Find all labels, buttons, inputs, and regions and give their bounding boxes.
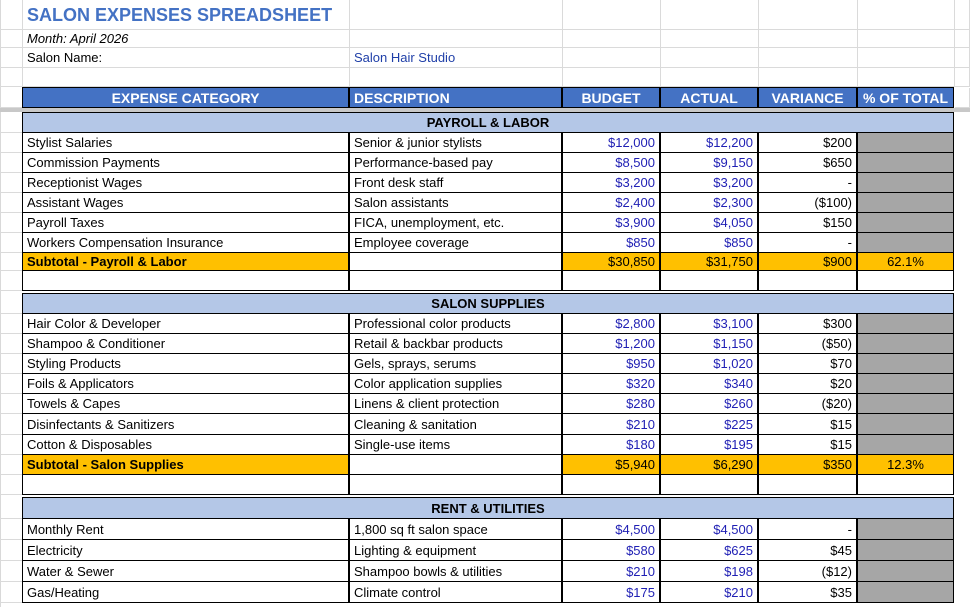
empty-cell[interactable] <box>758 474 857 495</box>
empty-cell[interactable] <box>759 48 858 68</box>
empty-cell[interactable] <box>955 88 970 108</box>
table-row <box>0 435 970 455</box>
category-cell[interactable]: Cotton & Disposables <box>22 434 349 455</box>
gutter-cell[interactable] <box>0 561 23 582</box>
subtotal-row <box>0 455 970 475</box>
empty-cell[interactable] <box>562 270 660 291</box>
budget-cell[interactable]: $210 <box>562 560 660 582</box>
table-row <box>0 540 970 561</box>
budget-cell[interactable]: $210 <box>562 413 660 435</box>
subtotal-budget[interactable]: $5,940 <box>562 454 660 475</box>
budget-cell[interactable]: $320 <box>562 373 660 394</box>
category-cell[interactable]: Payroll Taxes <box>22 212 349 233</box>
actual-cell[interactable]: $9,150 <box>660 152 758 173</box>
empty-cell[interactable] <box>858 68 955 87</box>
empty-cell[interactable] <box>858 48 955 68</box>
category-cell[interactable]: Workers Compensation Insurance <box>22 232 349 253</box>
pct-cell[interactable] <box>857 413 954 435</box>
budget-cell[interactable]: $12,000 <box>562 132 660 153</box>
table-row <box>0 374 970 394</box>
section-title[interactable]: SALON SUPPLIES <box>22 293 954 314</box>
header-pct[interactable]: % OF TOTAL <box>857 87 954 108</box>
header-variance[interactable]: VARIANCE <box>758 87 857 108</box>
section-header-row <box>0 294 970 314</box>
gutter-cell[interactable] <box>0 540 23 561</box>
actual-cell[interactable]: $4,050 <box>660 212 758 233</box>
variance-cell[interactable]: $35 <box>758 581 857 603</box>
gutter-cell[interactable] <box>0 582 23 603</box>
variance-cell[interactable]: $650 <box>758 152 857 173</box>
table-row <box>0 314 970 334</box>
pct-cell[interactable] <box>857 393 954 414</box>
gutter-cell[interactable] <box>0 498 23 519</box>
actual-cell[interactable]: $850 <box>660 232 758 253</box>
description-cell[interactable]: FICA, unemployment, etc. <box>349 212 562 233</box>
gutter-cell[interactable] <box>0 314 23 334</box>
category-cell[interactable]: Monthly Rent <box>22 518 349 540</box>
section-header-row <box>0 113 970 133</box>
empty-cell[interactable] <box>955 68 970 87</box>
gutter-cell[interactable] <box>0 0 23 30</box>
variance-cell[interactable]: - <box>758 172 857 193</box>
budget-cell[interactable]: $3,200 <box>562 172 660 193</box>
header-actual[interactable]: ACTUAL <box>660 87 758 108</box>
empty-cell[interactable] <box>661 0 759 30</box>
description-cell[interactable]: Climate control <box>349 581 562 603</box>
gutter-cell[interactable] <box>0 233 23 253</box>
gutter-cell[interactable] <box>0 88 23 108</box>
month-row <box>0 30 970 48</box>
gutter-cell[interactable] <box>0 374 23 394</box>
actual-cell[interactable]: $12,200 <box>660 132 758 153</box>
actual-cell[interactable]: $3,200 <box>660 172 758 193</box>
gutter-cell[interactable] <box>0 519 23 540</box>
gutter-cell[interactable] <box>0 271 23 291</box>
blank-row <box>0 271 970 291</box>
empty-cell[interactable] <box>563 30 661 48</box>
empty-cell[interactable] <box>955 48 970 68</box>
empty-cell[interactable] <box>22 474 349 495</box>
pct-cell[interactable] <box>857 373 954 394</box>
header-budget[interactable]: BUDGET <box>562 87 660 108</box>
variance-cell[interactable]: $300 <box>758 313 857 334</box>
subtotal-pct[interactable]: 62.1% <box>857 252 954 271</box>
header-description[interactable]: DESCRIPTION <box>349 87 562 108</box>
actual-cell[interactable]: $210 <box>660 581 758 603</box>
table-row <box>0 153 970 173</box>
table-row <box>0 561 970 582</box>
category-cell[interactable]: Towels & Capes <box>22 393 349 414</box>
category-cell[interactable]: Shampoo & Conditioner <box>22 333 349 354</box>
header-row <box>0 88 970 108</box>
gutter-cell[interactable] <box>0 414 23 435</box>
category-cell[interactable]: Stylist Salaries <box>22 132 349 153</box>
category-cell[interactable]: Receptionist Wages <box>22 172 349 193</box>
gutter-cell[interactable] <box>0 475 23 495</box>
empty-cell[interactable] <box>22 270 349 291</box>
table-row <box>0 233 970 253</box>
table-row <box>0 133 970 153</box>
actual-cell[interactable]: $260 <box>660 393 758 414</box>
empty-cell[interactable] <box>563 48 661 68</box>
empty-cell[interactable] <box>660 474 758 495</box>
subtotal-variance[interactable]: $350 <box>758 454 857 475</box>
budget-cell[interactable]: $175 <box>562 581 660 603</box>
pct-cell[interactable] <box>857 333 954 354</box>
pct-cell[interactable] <box>857 152 954 173</box>
empty-cell[interactable] <box>563 68 661 87</box>
description-cell[interactable]: Cleaning & sanitation <box>349 413 562 435</box>
gutter-cell[interactable] <box>0 30 23 48</box>
empty-cell[interactable] <box>759 30 858 48</box>
empty-cell[interactable] <box>858 0 955 30</box>
actual-cell[interactable]: $3,100 <box>660 313 758 334</box>
description-cell[interactable]: Retail & backbar products <box>349 333 562 354</box>
empty-cell[interactable] <box>349 252 562 271</box>
gutter-cell[interactable] <box>0 253 23 271</box>
variance-cell[interactable]: $20 <box>758 373 857 394</box>
variance-cell[interactable]: $150 <box>758 212 857 233</box>
empty-cell[interactable] <box>759 0 858 30</box>
month-label[interactable]: Month: April 2026 <box>23 30 350 48</box>
description-cell[interactable]: Single-use items <box>349 434 562 455</box>
category-cell[interactable]: Commission Payments <box>22 152 349 173</box>
empty-cell[interactable] <box>759 68 858 87</box>
description-cell[interactable]: Shampoo bowls & utilities <box>349 560 562 582</box>
category-cell[interactable]: Gas/Heating <box>22 581 349 603</box>
variance-cell[interactable]: $200 <box>758 132 857 153</box>
pct-cell[interactable] <box>857 212 954 233</box>
empty-cell[interactable] <box>758 270 857 291</box>
description-cell[interactable]: Employee coverage <box>349 232 562 253</box>
empty-cell[interactable] <box>955 30 970 48</box>
empty-cell[interactable] <box>857 270 954 291</box>
table-row <box>0 213 970 233</box>
variance-cell[interactable]: $45 <box>758 539 857 561</box>
table-row <box>0 193 970 213</box>
section-title[interactable]: RENT & UTILITIES <box>22 497 954 519</box>
category-cell[interactable]: Assistant Wages <box>22 192 349 213</box>
title-row <box>0 0 970 30</box>
empty-cell[interactable] <box>857 474 954 495</box>
empty-cell[interactable] <box>349 454 562 475</box>
description-cell[interactable]: Senior & junior stylists <box>349 132 562 153</box>
variance-cell[interactable]: ($50) <box>758 333 857 354</box>
gutter-cell[interactable] <box>0 394 23 414</box>
description-cell[interactable]: Professional color products <box>349 313 562 334</box>
category-cell[interactable]: Styling Products <box>22 353 349 374</box>
budget-cell[interactable]: $2,800 <box>562 313 660 334</box>
description-cell[interactable]: Gels, sprays, serums <box>349 353 562 374</box>
description-cell[interactable]: 1,800 sq ft salon space <box>349 518 562 540</box>
category-cell[interactable]: Water & Sewer <box>22 560 349 582</box>
pct-cell[interactable] <box>857 518 954 540</box>
table-row <box>0 173 970 193</box>
section-header-row <box>0 498 970 519</box>
actual-cell[interactable]: $195 <box>660 434 758 455</box>
description-cell[interactable]: Color application supplies <box>349 373 562 394</box>
gutter-cell[interactable] <box>0 133 23 153</box>
empty-cell[interactable] <box>349 474 562 495</box>
budget-cell[interactable]: $850 <box>562 232 660 253</box>
table-row <box>0 519 970 540</box>
budget-cell[interactable]: $950 <box>562 353 660 374</box>
subtotal-label[interactable]: Subtotal - Payroll & Labor <box>22 252 349 271</box>
sheet-title[interactable]: SALON EXPENSES SPREADSHEET <box>23 0 350 30</box>
gutter-cell[interactable] <box>0 213 23 233</box>
subtotal-pct[interactable]: 12.3% <box>857 454 954 475</box>
gutter-cell[interactable] <box>0 354 23 374</box>
table-row <box>0 394 970 414</box>
variance-cell[interactable]: $15 <box>758 413 857 435</box>
gutter-cell[interactable] <box>0 68 23 87</box>
budget-cell[interactable]: $8,500 <box>562 152 660 173</box>
table-row <box>0 334 970 354</box>
gutter-cell[interactable] <box>0 193 23 213</box>
empty-cell[interactable] <box>858 30 955 48</box>
gutter-cell[interactable] <box>0 334 23 354</box>
empty-cell[interactable] <box>660 270 758 291</box>
budget-cell[interactable]: $2,400 <box>562 192 660 213</box>
budget-cell[interactable]: $280 <box>562 393 660 414</box>
pct-cell[interactable] <box>857 353 954 374</box>
salon-name-label[interactable]: Salon Name: <box>23 48 350 68</box>
empty-cell[interactable] <box>661 30 759 48</box>
budget-cell[interactable]: $3,900 <box>562 212 660 233</box>
gutter-cell[interactable] <box>0 48 23 68</box>
table-row <box>0 354 970 374</box>
empty-cell[interactable] <box>562 474 660 495</box>
description-cell[interactable]: Salon assistants <box>349 192 562 213</box>
description-cell[interactable]: Front desk staff <box>349 172 562 193</box>
variance-cell[interactable]: $15 <box>758 434 857 455</box>
actual-cell[interactable]: $340 <box>660 373 758 394</box>
pct-cell[interactable] <box>857 232 954 253</box>
description-cell[interactable]: Lighting & equipment <box>349 539 562 561</box>
actual-cell[interactable]: $2,300 <box>660 192 758 213</box>
subtotal-actual[interactable]: $6,290 <box>660 454 758 475</box>
table-row <box>0 414 970 435</box>
subtotal-label[interactable]: Subtotal - Salon Supplies <box>22 454 349 475</box>
actual-cell[interactable]: $625 <box>660 539 758 561</box>
variance-cell[interactable]: $70 <box>758 353 857 374</box>
gutter-cell[interactable] <box>0 153 23 173</box>
pct-cell[interactable] <box>857 132 954 153</box>
budget-cell[interactable]: $180 <box>562 434 660 455</box>
salon-name-value[interactable]: Salon Hair Studio <box>350 48 563 68</box>
subtotal-variance[interactable]: $900 <box>758 252 857 271</box>
actual-cell[interactable]: $225 <box>660 413 758 435</box>
empty-cell[interactable] <box>350 0 563 30</box>
variance-cell[interactable]: ($100) <box>758 192 857 213</box>
pct-cell[interactable] <box>857 581 954 603</box>
budget-cell[interactable]: $1,200 <box>562 333 660 354</box>
actual-cell[interactable]: $4,500 <box>660 518 758 540</box>
gutter-cell[interactable] <box>0 173 23 193</box>
empty-cell[interactable] <box>349 270 562 291</box>
actual-cell[interactable]: $198 <box>660 560 758 582</box>
table-row <box>0 582 970 603</box>
empty-cell[interactable] <box>955 0 970 30</box>
section-title[interactable]: PAYROLL & LABOR <box>22 112 954 133</box>
description-cell[interactable]: Performance-based pay <box>349 152 562 173</box>
pct-cell[interactable] <box>857 434 954 455</box>
subtotal-row <box>0 253 970 271</box>
variance-cell[interactable]: - <box>758 518 857 540</box>
empty-cell[interactable] <box>661 68 759 87</box>
empty-cell[interactable] <box>350 30 563 48</box>
category-cell[interactable]: Disinfectants & Sanitizers <box>22 413 349 435</box>
pct-cell[interactable] <box>857 192 954 213</box>
actual-cell[interactable]: $1,150 <box>660 333 758 354</box>
variance-cell[interactable]: ($12) <box>758 560 857 582</box>
category-cell[interactable]: Electricity <box>22 539 349 561</box>
empty-cell[interactable] <box>23 68 350 87</box>
header-category[interactable]: EXPENSE CATEGORY <box>22 87 349 108</box>
pct-cell[interactable] <box>857 560 954 582</box>
empty-cell[interactable] <box>661 48 759 68</box>
description-cell[interactable]: Linens & client protection <box>349 393 562 414</box>
pct-cell[interactable] <box>857 539 954 561</box>
gutter-cell[interactable] <box>0 435 23 455</box>
pct-cell[interactable] <box>857 172 954 193</box>
gutter-cell[interactable] <box>0 113 23 133</box>
subtotal-actual[interactable]: $31,750 <box>660 252 758 271</box>
empty-cell[interactable] <box>563 0 661 30</box>
blank-row <box>0 475 970 495</box>
empty-cell[interactable] <box>350 68 563 87</box>
budget-cell[interactable]: $4,500 <box>562 518 660 540</box>
category-cell[interactable]: Foils & Applicators <box>22 373 349 394</box>
budget-cell[interactable]: $580 <box>562 539 660 561</box>
gutter-cell[interactable] <box>0 294 23 314</box>
gutter-cell[interactable] <box>0 455 23 475</box>
variance-cell[interactable]: ($20) <box>758 393 857 414</box>
category-cell[interactable]: Hair Color & Developer <box>22 313 349 334</box>
variance-cell[interactable]: - <box>758 232 857 253</box>
blank-row <box>0 68 970 87</box>
subtotal-budget[interactable]: $30,850 <box>562 252 660 271</box>
pct-cell[interactable] <box>857 313 954 334</box>
salon-row <box>0 48 970 68</box>
actual-cell[interactable]: $1,020 <box>660 353 758 374</box>
